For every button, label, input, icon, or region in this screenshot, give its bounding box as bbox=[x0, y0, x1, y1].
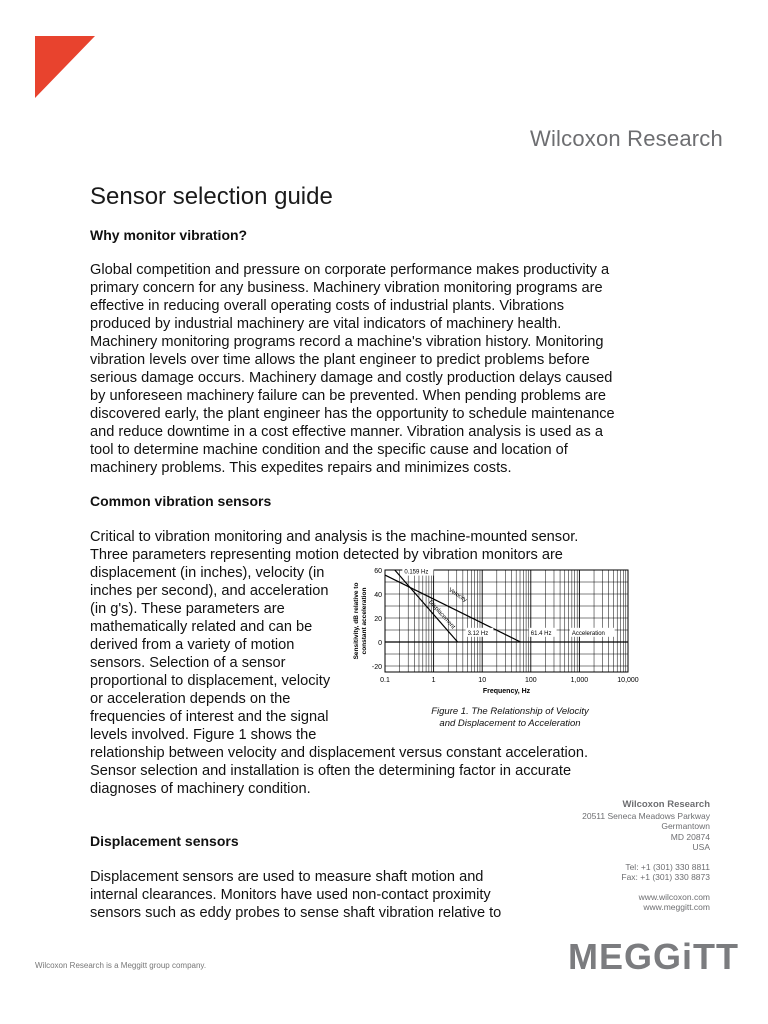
section-heading-why-monitor: Why monitor vibration? bbox=[90, 227, 248, 243]
address-line: Germantown bbox=[661, 821, 710, 831]
paragraph-line: Global competition and pressure on corporate performance makes productivity a bbox=[90, 262, 610, 278]
paragraph-line: primary concern for any business. Machinery vibration monitoring programs are bbox=[90, 280, 603, 296]
paragraph-line: levels involved. Figure 1 shows the bbox=[90, 727, 317, 743]
x-tick-label: 100 bbox=[524, 677, 537, 684]
brand-name: Wilcoxon Research bbox=[530, 126, 723, 151]
paragraph-line: sensors. Selection of a sensor bbox=[90, 655, 286, 671]
brand-triangle-logo bbox=[35, 36, 95, 98]
meggitt-logo: MEGGiTT bbox=[568, 936, 739, 977]
paragraph-line: internal clearances. Monitors have used non-contact proximity bbox=[90, 887, 491, 903]
paragraph-line: by unforeseen machinery failure can be prevented. When pending problems are bbox=[90, 388, 606, 404]
paragraph-line: relationship between velocity and displacement versus constant acceleration. bbox=[90, 745, 589, 761]
x-tick-label: 10,000 bbox=[617, 677, 639, 684]
x-axis-label: Frequency, Hz bbox=[482, 688, 531, 695]
y-tick-label: 0 bbox=[378, 640, 382, 647]
paragraph-line: diagnoses of machinery condition. bbox=[90, 781, 311, 797]
paragraph-line: mathematically related and can be bbox=[90, 619, 313, 635]
address-line: USA bbox=[692, 842, 710, 852]
section2-paragraph-bottom bbox=[90, 744, 588, 798]
address-line: MD 20874 bbox=[670, 831, 710, 842]
contact-fax: Fax: +1 (301) 330 8873 bbox=[621, 872, 710, 882]
paragraph-line: Displacement sensors are used to measure shaft motion and bbox=[90, 869, 484, 885]
section1-paragraph bbox=[90, 261, 615, 477]
series-line-velocity bbox=[385, 575, 521, 642]
footer-note: Wilcoxon Research is a Meggitt group company. bbox=[35, 961, 207, 970]
contact-block bbox=[560, 800, 710, 913]
x-tick-label: 1 bbox=[431, 677, 436, 684]
figure-caption bbox=[415, 706, 605, 730]
y-axis-label: Sensitivity, dB relative to bbox=[353, 582, 360, 660]
paragraph-line: Machinery monitoring programs record a machine's vibration history. Monitoring bbox=[90, 334, 604, 350]
paragraph-line: or acceleration depends on the bbox=[90, 691, 291, 707]
section-heading-displacement: Displacement sensors bbox=[90, 833, 239, 849]
paragraph-line: Sensor selection and installation is often the determining factor in accurate bbox=[90, 763, 572, 779]
y-axis-label: constant acceleration bbox=[361, 587, 368, 655]
contact-web-link[interactable]: www.wilcoxon.com bbox=[638, 891, 710, 902]
y-tick-label: -20 bbox=[371, 664, 382, 671]
x-tick-label: 1,000 bbox=[570, 677, 589, 684]
paragraph-line: Critical to vibration monitoring and analysis is the machine-mounted sensor. bbox=[90, 529, 579, 545]
contact-web-link[interactable]: www.meggitt.com bbox=[643, 902, 710, 912]
annotation-label: 3.12 Hz bbox=[467, 630, 489, 637]
paragraph-line: inches per second), and acceleration bbox=[90, 583, 329, 599]
section2-paragraph-wrapped bbox=[90, 564, 330, 744]
paragraph-line: tool to determine machine condition and the specific cause and location of bbox=[90, 442, 568, 458]
section3-paragraph bbox=[90, 868, 501, 922]
address-line: 20511 Seneca Meadows Parkway bbox=[582, 810, 710, 821]
paragraph-line: Three parameters representing motion detected by vibration monitors are bbox=[90, 547, 563, 563]
paragraph-line: serious damage occurs. Machinery damage and costly production delays caused bbox=[90, 370, 613, 386]
section-heading-common-sensors: Common vibration sensors bbox=[90, 493, 272, 509]
y-tick-label: 40 bbox=[374, 592, 382, 599]
x-tick-label: 0.1 bbox=[380, 677, 390, 684]
annotation-label: Acceleration bbox=[571, 630, 605, 637]
figure-caption-line: Figure 1. The Relationship of Velocity bbox=[431, 706, 589, 717]
contact-tel: Tel: +1 (301) 330 8811 bbox=[625, 861, 710, 872]
x-tick-label: 10 bbox=[478, 677, 487, 684]
paragraph-line: frequencies of interest and the signal bbox=[90, 709, 329, 725]
figure-1-chart bbox=[345, 562, 645, 700]
paragraph-line: effective in reducing overall operating costs of industrial plants. Vibrations bbox=[90, 298, 565, 314]
paragraph-line: vibration levels over time allows the plant engineer to predict problems before bbox=[90, 352, 590, 368]
paragraph-line: (in g's). These parameters are bbox=[90, 601, 285, 617]
page-title: Sensor selection guide bbox=[90, 183, 333, 210]
paragraph-line: sensors such as eddy probes to sense shaft vibration relative to bbox=[90, 905, 502, 921]
y-tick-label: 60 bbox=[374, 568, 382, 575]
paragraph-line: and reduce downtime in a cost effective manner. Vibration analysis is used as a bbox=[90, 424, 603, 440]
series-label: Velocity bbox=[447, 587, 468, 604]
paragraph-line: displacement (in inches), velocity (in bbox=[90, 565, 325, 581]
annotation-label: 61.4 Hz bbox=[530, 630, 552, 637]
series-label: Displacement bbox=[427, 599, 456, 631]
figure-caption-line: and Displacement to Acceleration bbox=[439, 718, 581, 729]
plot-frame bbox=[385, 570, 628, 672]
paragraph-line: produced by industrial machinery are vital indicators of machinery health. bbox=[90, 316, 562, 332]
section2-paragraph-top bbox=[90, 528, 578, 564]
paragraph-line: derived from a variety of motion bbox=[90, 637, 295, 653]
paragraph-line: discovered early, the plant engineer has the opportunity to schedule maintenance bbox=[90, 406, 615, 422]
paragraph-line: proportional to displacement, velocity bbox=[90, 673, 331, 689]
contact-company: Wilcoxon Research bbox=[622, 799, 710, 810]
y-tick-label: 20 bbox=[374, 616, 382, 623]
annotation-label: 0.159 Hz bbox=[404, 569, 429, 576]
paragraph-line: machinery problems. This expedites repairs and minimizes costs. bbox=[90, 460, 512, 476]
